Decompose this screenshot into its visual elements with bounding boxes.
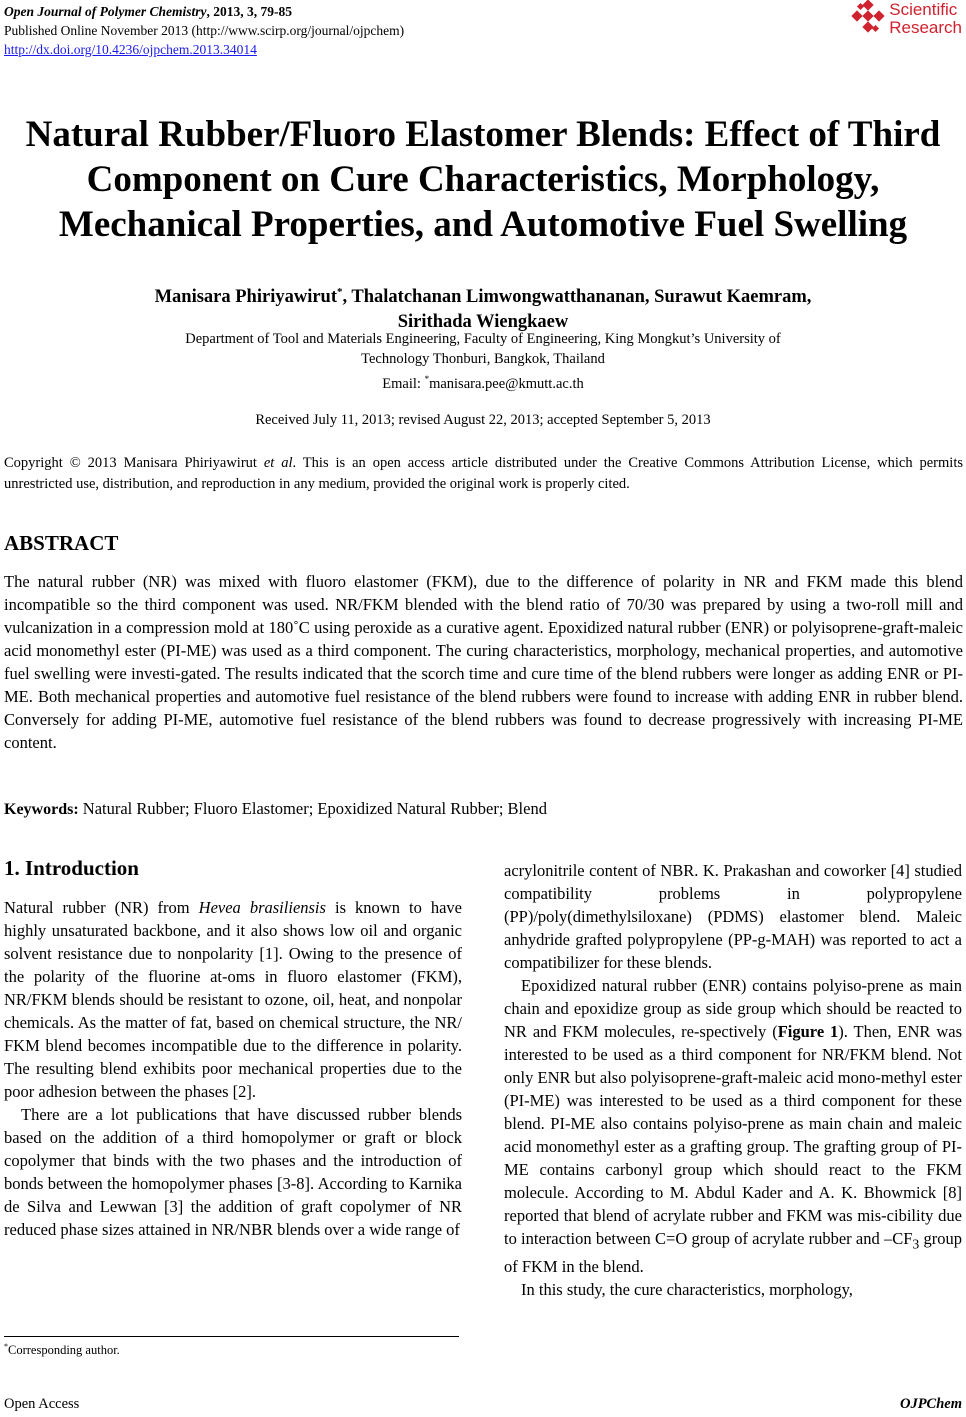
left-column bbox=[4, 896, 462, 1241]
intro-paragraph-2: There are a lot publications that have discussed rubber blends based on the addition of a third homopolymer or graft or block copolymer that binds with the two phases and the introduction of bonds between the homopolymer phases [3-8]. According to Karnika de Silva and Lewwan [3] the addition of graft copolymer of NR reduced phase sizes attained in NR/NBR blends over a wide range of bbox=[4, 1105, 462, 1239]
published-online: Published Online November 2013 (http://www.scirp.org/journal/ojpchem) bbox=[4, 23, 405, 38]
journal-name: Open Journal of Polymer Chemistry bbox=[4, 4, 207, 19]
footnote-divider bbox=[4, 1336, 459, 1337]
footer-open-access: Open Access bbox=[4, 1396, 80, 1412]
intro-paragraph-1: Natural rubber (NR) from Hevea brasiliensis is known to have highly unsaturated backbone, and it also shows low oil and organic solvent resistance due to nonpolarity [1]. Owing to the presence of the polarity of the fluorine at-oms in fluoro elastomer (FKM), NR/FKM blends should be resistant to ozone, oil, heat, and nonpolar chemicals. As the matter of fat, based on chemical structure, the NR/ FKM blend becomes incompatible due to the difference in polarity. The resulting blend exhibits poor mechanical properties due to the poor adhesion between the phases [2]. bbox=[4, 898, 463, 1101]
journal-citation: Open Journal of Polymer Chemistry, 2013, 3, 79-85 bbox=[4, 4, 293, 19]
copyright-notice: Copyright © 2013 Manisara Phiriyawirut et al. This is an open access article distributed under the Creative Commons Attribution License, which permits unrestricted use, distribution, and reproduction in any medium, provided the original work is properly cited. bbox=[4, 455, 963, 492]
email-line: Email: *manisara.pee@kmutt.ac.th bbox=[382, 374, 584, 392]
keywords: Keywords: Natural Rubber; Fluoro Elastomer; Epoxidized Natural Rubber; Blend bbox=[4, 799, 547, 818]
intro-paragraph-3: Epoxidized natural rubber (ENR) contains polyiso-prene as main chain and epoxidize group as side group which should be reacted to NR and FKM molecules, re-spectively (Figure 1). Then, ENR was interested to be used as a third component for NR/FKM blend. Not only ENR but also polyisoprene-graft-maleic acid mono-methyl ester (PI-ME) was interested to be used as a third component for these blend. PI-ME also contains polyiso-prene as main chain and maleic acid monomethyl ester as a grafting group. The grafting group of PI-ME contains carbonyl group which should react to the FKM molecule. According to M. Abdul Kader and A. K. Bhowmick [8] reported that blend of acrylate rubber and FKM was mis-cibility due to interaction between C=O group of acrylate rubber and $-CF_3$ group of FKM in the blend. bbox=[504, 976, 962, 1277]
affiliation: Department of Tool and Materials Engineering, Faculty of Engineering, King Mongkut’s University of Technology Thonburi, Bangkok, Thailand Email: *manisara.pee@kmutt.ac.th bbox=[0, 329, 966, 394]
logo-text-line2: Research bbox=[889, 18, 962, 37]
keywords-label: Keywords: bbox=[4, 801, 79, 818]
author-list: Manisara Phiriyawirut*, Thalatchanan Limwongwatthananan, Surawut Kaemram, Sirithada Wiengkaew bbox=[154, 286, 812, 333]
paper-title: Natural Rubber/Fluoro Elastomer Blends: Effect of Third Component on Cure Characteristics, Morphology, Mechanical Properties, and Automotive Fuel Swelling bbox=[25, 114, 941, 245]
email-address[interactable]: manisara.pee@kmutt.ac.th bbox=[429, 375, 584, 392]
abstract-heading: ABSTRACT bbox=[4, 531, 119, 555]
publisher-logo bbox=[850, 0, 962, 38]
logo-text-line1: Scientific bbox=[889, 0, 958, 19]
figure-1-reference[interactable]: Figure 1 bbox=[777, 1022, 839, 1041]
journal-header bbox=[4, 2, 404, 59]
received-dates: Received July 11, 2013; revised August 22, 2013; accepted September 5, 2013 bbox=[255, 412, 711, 428]
right-column bbox=[504, 859, 962, 1301]
intro-paragraph-4: In this study, the cure characteristics, morphology, bbox=[521, 1280, 853, 1300]
scientific-research-logo-icon bbox=[850, 0, 886, 38]
footer-journal-abbrev: OJPChem bbox=[899, 1396, 962, 1412]
section-heading-introduction: 1. Introduction bbox=[4, 856, 139, 880]
abstract-text: The natural rubber (NR) was mixed with fluoro elastomer (FKM), due to the difference of polarity in NR and FKM made this blend incompatible so the third component was used. NR/FKM blended with the blend ratio of 70/30 was prepared by using a two-roll mill and vulcanization in a compression mold at 180˚C using peroxide as a curative agent. Epoxidized natural rubber (ENR) or polyisoprene-graft-maleic acid monomethyl ester (PI-ME) was used as a third component. The curing characteristics, morphology, mechanical properties, and automotive fuel swelling were investi-gated. The results indicated that the scorch time and cure time of the blend rubbers were longer as adding ENR or PI-ME. Both mechanical properties and automotive fuel resistance of the blend rubbers were found to increase with adding ENR in rubber blend. Conversely for adding PI-ME, automotive fuel resistance of the blend rubbers was found to decrease progressively with increasing PI-ME content. bbox=[4, 572, 963, 752]
doi-link[interactable]: http://dx.doi.org/10.4236/ojpchem.2013.34014 bbox=[4, 42, 257, 57]
intro-paragraph-2-continued: acrylonitrile content of NBR. K. Prakashan and coworker [4] studied compatibility problems in polypropylene (PP)/poly(dimethylsiloxane) (PDMS) elastomer blend. Maleic anhydride grafted polypropylene (PP-g-MAH) was reported to act a compatibilizer for these blends. bbox=[504, 861, 962, 972]
footnote: *Corresponding author. bbox=[4, 1342, 120, 1358]
